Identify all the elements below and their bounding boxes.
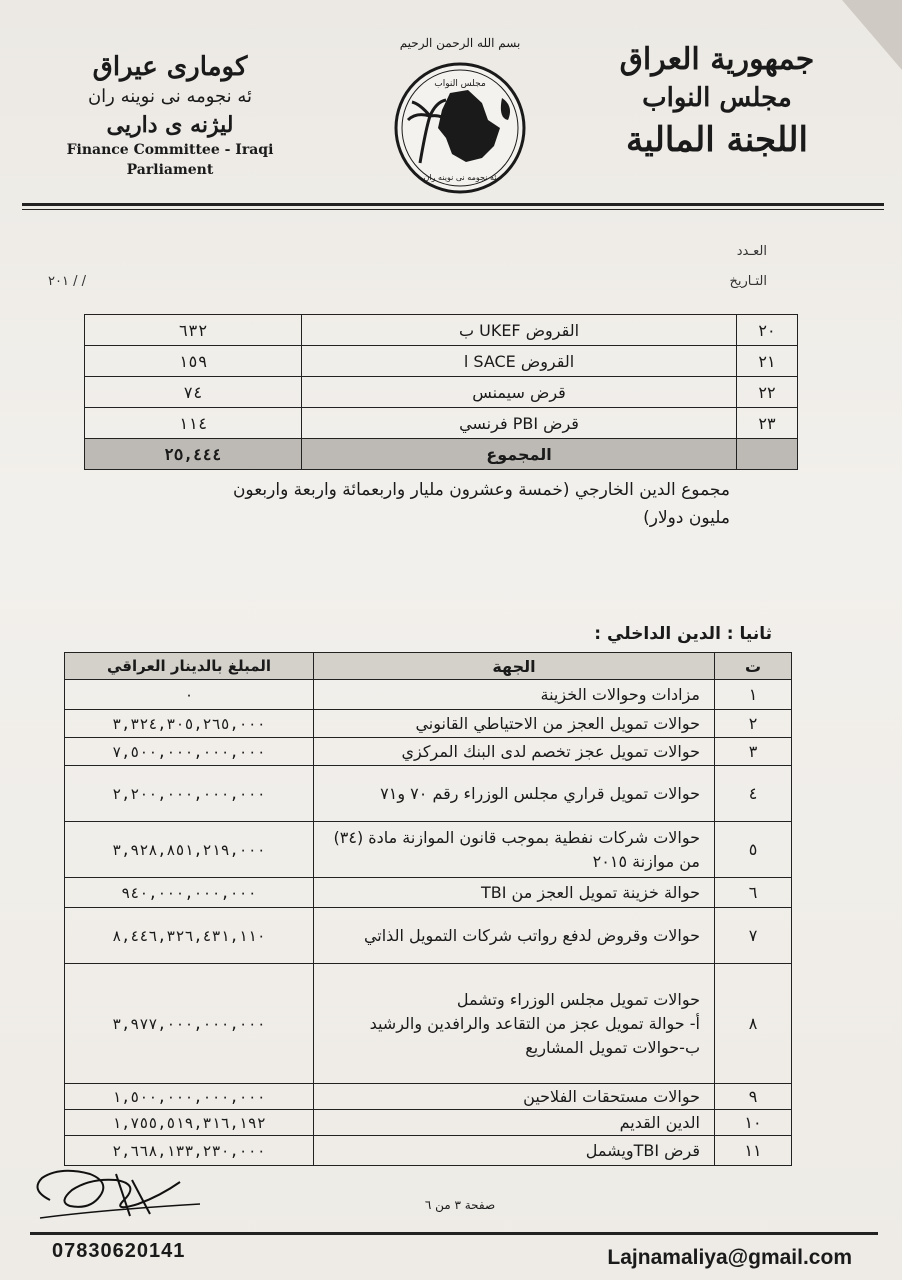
- header-name: الجهة: [314, 653, 715, 680]
- external-debt-table: [84, 314, 798, 470]
- total-row: [85, 439, 798, 470]
- row-name: قرض سيمنس: [302, 377, 737, 408]
- table-row: [85, 346, 798, 377]
- footer-email: Lajnamaliya@gmail.com: [607, 1246, 852, 1269]
- internal-debt-table: [64, 652, 792, 1166]
- row-name-line: ب-حوالات تمويل المشاريع: [525, 1037, 700, 1057]
- row-number: ٢١: [737, 346, 798, 377]
- row-number: ٢٠: [737, 315, 798, 346]
- row-number: ٢٣: [737, 408, 798, 439]
- row-number: ٧: [715, 908, 792, 964]
- row-name: حوالات تمويل قراري مجلس الوزراء رقم ٧٠ و٧١: [314, 766, 715, 822]
- row-number: ٦: [715, 878, 792, 908]
- row-name: حوالات وقروض لدفع رواتب شركات التمويل الذاتي: [314, 908, 715, 964]
- row-number: ١٠: [715, 1110, 792, 1136]
- row-amount: ١٥٩: [85, 346, 302, 377]
- row-name: القروض UKEF ب: [302, 315, 737, 346]
- header-kurdish-country: كوماری عیراق: [92, 52, 248, 82]
- table-row: [65, 964, 792, 1084]
- row-name: حوالات تمويل العجز من الاحتياطي القانوني: [314, 710, 715, 738]
- header-amount: المبلغ بالدينار العراقي: [65, 653, 314, 680]
- table-row: [65, 878, 792, 908]
- row-name: القروض SACE ا: [302, 346, 737, 377]
- table-row: [65, 1110, 792, 1136]
- external-debt-summary: [130, 476, 730, 532]
- row-amount: ٧,٥٠٠,٠٠٠,٠٠٠,٠٠٠: [65, 738, 314, 766]
- table-row: [65, 1084, 792, 1110]
- row-name: حوالات تمويل عجز تخصم لدى البنك المركزي: [314, 738, 715, 766]
- row-amount: ٢,٦٦٨,١٣٣,٢٣٠,٠٠٠: [65, 1136, 314, 1166]
- header-arabic: [602, 40, 832, 164]
- parliament-emblem-icon: [390, 58, 530, 198]
- table-row: [85, 408, 798, 439]
- footer-divider: [30, 1232, 878, 1235]
- table-row: [65, 766, 792, 822]
- row-number: ٢٢: [737, 377, 798, 408]
- signature-icon: [20, 1160, 210, 1230]
- emblem-top-text: مجلس النواب: [434, 79, 486, 89]
- row-name-line: أ- حوالة تمويل عجز من التقاعد والرافدين والرشيد: [369, 1013, 700, 1033]
- row-amount: ٠: [65, 680, 314, 710]
- row-name: [314, 964, 715, 1084]
- header-divider-thin: [22, 209, 884, 210]
- row-amount: ١,٧٥٥,٥١٩,٣١٦,١٩٢: [65, 1110, 314, 1136]
- page-number: صفحة ٣ من ٦: [424, 1198, 496, 1212]
- table-header-row: [65, 653, 792, 680]
- internal-debt-title: ثانيا : الدين الداخلي :: [594, 624, 772, 644]
- table-row: [65, 680, 792, 710]
- header-kurdish-committee: لیژنه ی داریی: [106, 112, 234, 138]
- header-num: ت: [715, 653, 792, 680]
- row-amount: ٨,٤٤٦,٣٢٦,٤٣١,١١٠: [65, 908, 314, 964]
- summary-line1: مجموع الدين الخارجي (خمسة وعشرون مليار واربعمائة واربعة واربعون: [232, 480, 730, 500]
- meta-date-label: التـاريخ: [729, 274, 767, 289]
- row-name-line: حوالات تمويل مجلس الوزراء وتشمل: [456, 989, 700, 1009]
- header-english-line1: Finance Committee - Iraqi: [66, 142, 274, 158]
- row-name: حوالات مستحقات الفلاحين: [314, 1084, 715, 1110]
- summary-line2: مليون دولار): [643, 508, 730, 528]
- header-committee: اللجنة المالية: [625, 120, 808, 160]
- emblem-bottom-text: ئه نجومه نی نوینه ران: [423, 173, 497, 182]
- row-amount: ٦٣٢: [85, 315, 302, 346]
- table-row: [85, 315, 798, 346]
- table-row: [85, 377, 798, 408]
- row-name: حوالة خزينة تمويل العجز من TBI: [314, 878, 715, 908]
- row-number: ٩: [715, 1084, 792, 1110]
- total-amount: ٢٥,٤٤٤: [85, 439, 302, 470]
- row-number: ٥: [715, 822, 792, 878]
- table-row: [65, 710, 792, 738]
- header-parliament: مجلس النواب: [642, 83, 792, 113]
- row-name: مزادات وحوالات الخزينة: [314, 680, 715, 710]
- page-corner-shadow: [842, 0, 902, 70]
- row-amount: ٣,٩٧٧,٠٠٠,٠٠٠,٠٠٠: [65, 964, 314, 1084]
- row-amount: ٧٤: [85, 377, 302, 408]
- row-amount: ٣,٩٢٨,٨٥١,٢١٩,٠٠٠: [65, 822, 314, 878]
- header-kurdish-parliament: ئه نجومه نی نوینه ران: [87, 86, 253, 107]
- basmala: بسم الله الرحمن الرحيم: [399, 36, 521, 50]
- row-number: ٢: [715, 710, 792, 738]
- table-row: [65, 908, 792, 964]
- total-label: المجموع: [302, 439, 737, 470]
- row-number: ١١: [715, 1136, 792, 1166]
- header-kurdish-english: [40, 50, 300, 180]
- row-name: قرض PBI فرنسي: [302, 408, 737, 439]
- meta-number-label: العـدد: [736, 244, 767, 259]
- row-amount: ١١٤: [85, 408, 302, 439]
- row-name: قرض TBIويشمل: [314, 1136, 715, 1166]
- row-number: ٣: [715, 738, 792, 766]
- row-amount: ١,٥٠٠,٠٠٠,٠٠٠,٠٠٠: [65, 1084, 314, 1110]
- table-row: [65, 738, 792, 766]
- row-name: حوالات شركات نفطية بموجب قانون الموازنة مادة (٣٤) من موازنة ٢٠١٥: [314, 822, 715, 878]
- row-amount: ٣,٣٢٤,٣٠٥,٢٦٥,٠٠٠: [65, 710, 314, 738]
- footer-phone: 07830620141: [52, 1240, 186, 1262]
- header-english-line2: Parliament: [126, 162, 214, 178]
- header-divider-thick: [22, 203, 884, 206]
- meta-date-value: / / ٢٠١: [48, 274, 86, 289]
- row-amount: ٩٤٠,٠٠٠,٠٠٠,٠٠٠: [65, 878, 314, 908]
- row-number: ٨: [715, 964, 792, 1084]
- row-number: ٤: [715, 766, 792, 822]
- row-name: الدين القديم: [314, 1110, 715, 1136]
- table-row: [65, 822, 792, 878]
- row-number: ١: [715, 680, 792, 710]
- total-empty-cell: [737, 439, 798, 470]
- row-amount: ٢,٢٠٠,٠٠٠,٠٠٠,٠٠٠: [65, 766, 314, 822]
- header-country: جمهورية العراق: [619, 42, 815, 77]
